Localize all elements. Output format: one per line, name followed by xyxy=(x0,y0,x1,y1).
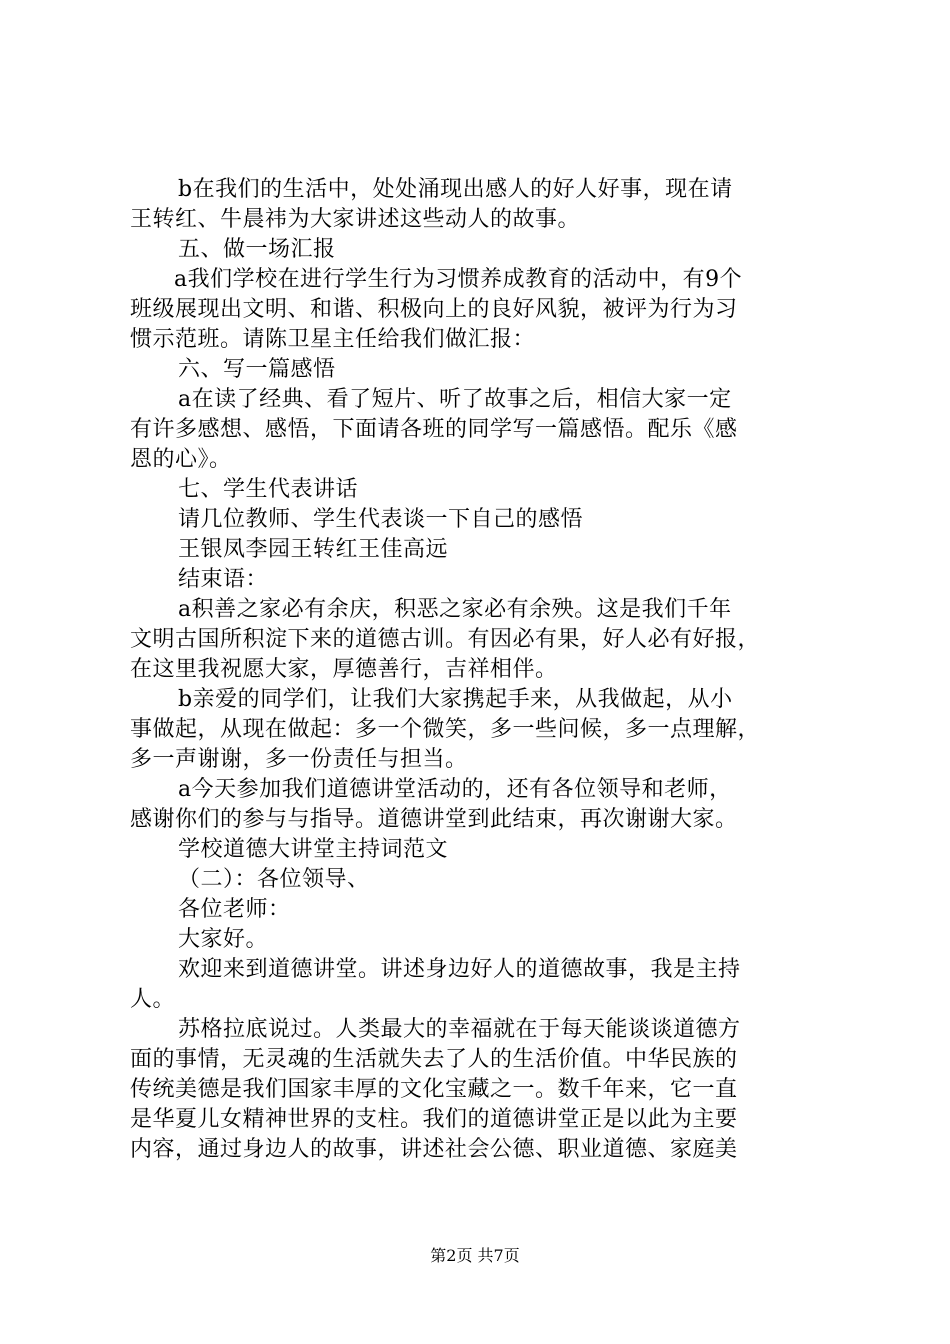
section-heading: 五、做一场汇报 xyxy=(178,237,336,262)
text-line: a我们学校在进行学生行为习惯养成教育的活动中，有9个 xyxy=(174,267,743,292)
section-heading: 学校道德大讲堂主持词范文 xyxy=(178,837,449,862)
text-line: 感谢你们的参与与指导。道德讲堂到此结束，再次谢谢大家。 xyxy=(130,807,738,832)
text-line: a在读了经典、看了短片、听了故事之后，相信大家一定 xyxy=(178,387,732,412)
text-line: 传统美德是我们国家丰厚的文化宝藏之一。数千年来，它一直 xyxy=(130,1077,738,1102)
text-line: （二）：各位领导、 xyxy=(178,867,370,892)
text-line: 事做起，从现在做起：多一个微笑，多一些问候，多一点理解， xyxy=(130,717,761,742)
page-footer xyxy=(0,1245,950,1267)
document-body xyxy=(130,175,835,1165)
text-line: 班级展现出文明、和谐、积极向上的良好风貌，被评为行为习 xyxy=(130,297,738,322)
text-line: 王转红、牛晨祎为大家讲述这些动人的故事。 xyxy=(130,207,581,232)
text-line: 人。 xyxy=(130,987,176,1012)
text-line: 内容，通过身边人的故事，讲述社会公德、职业道德、家庭美 xyxy=(130,1137,738,1162)
section-heading: 七、学生代表讲话 xyxy=(178,477,359,502)
text-line: 文明古国所积淀下来的道德古训。有因必有果，好人必有好报， xyxy=(130,627,761,652)
text-line: 各位老师： xyxy=(178,897,291,922)
text-line: b在我们的生活中，处处涌现出感人的好人好事，现在请 xyxy=(178,177,733,202)
text-line: 苏格拉底说过。人类最大的幸福就在于每天能谈谈道德方 xyxy=(178,1017,741,1042)
text-line: 惯示范班。请陈卫星主任给我们做汇报： xyxy=(130,327,536,352)
text-line: 欢迎来到道德讲堂。讲述身边好人的道德故事，我是主持 xyxy=(178,957,741,982)
text-line: a积善之家必有余庆，积恶之家必有余殃。这是我们千年 xyxy=(178,597,732,622)
text-line: 面的事情，无灵魂的生活就失去了人的生活价值。中华民族的 xyxy=(130,1047,738,1072)
text-line: 多一声谢谢，多一份责任与担当。 xyxy=(130,747,468,772)
text-line: 请几位教师、学生代表谈一下自己的感悟 xyxy=(178,507,584,532)
section-heading: 结束语： xyxy=(178,567,269,592)
text-line: 大家好。 xyxy=(178,927,269,952)
text-line: 王银凤李园王转红王佳高远 xyxy=(178,537,449,562)
text-line: 在这里我祝愿大家，厚德善行，吉祥相伴。 xyxy=(130,657,558,682)
text-line: 有许多感想、感悟，下面请各班的同学写一篇感悟。配乐《感 xyxy=(130,417,738,442)
section-heading: 六、写一篇感悟 xyxy=(178,357,336,382)
text-line: 恩的心》。 xyxy=(130,447,232,472)
text-line: a今天参加我们道德讲堂活动的，还有各位领导和老师， xyxy=(178,777,732,802)
text-line: b亲爱的同学们，让我们大家携起手来，从我做起，从小 xyxy=(178,687,733,712)
text-line: 是华夏儿女精神世界的支柱。我们的道德讲堂正是以此为主要 xyxy=(130,1107,738,1132)
page-number: 第2页 共7页 xyxy=(430,1246,520,1265)
